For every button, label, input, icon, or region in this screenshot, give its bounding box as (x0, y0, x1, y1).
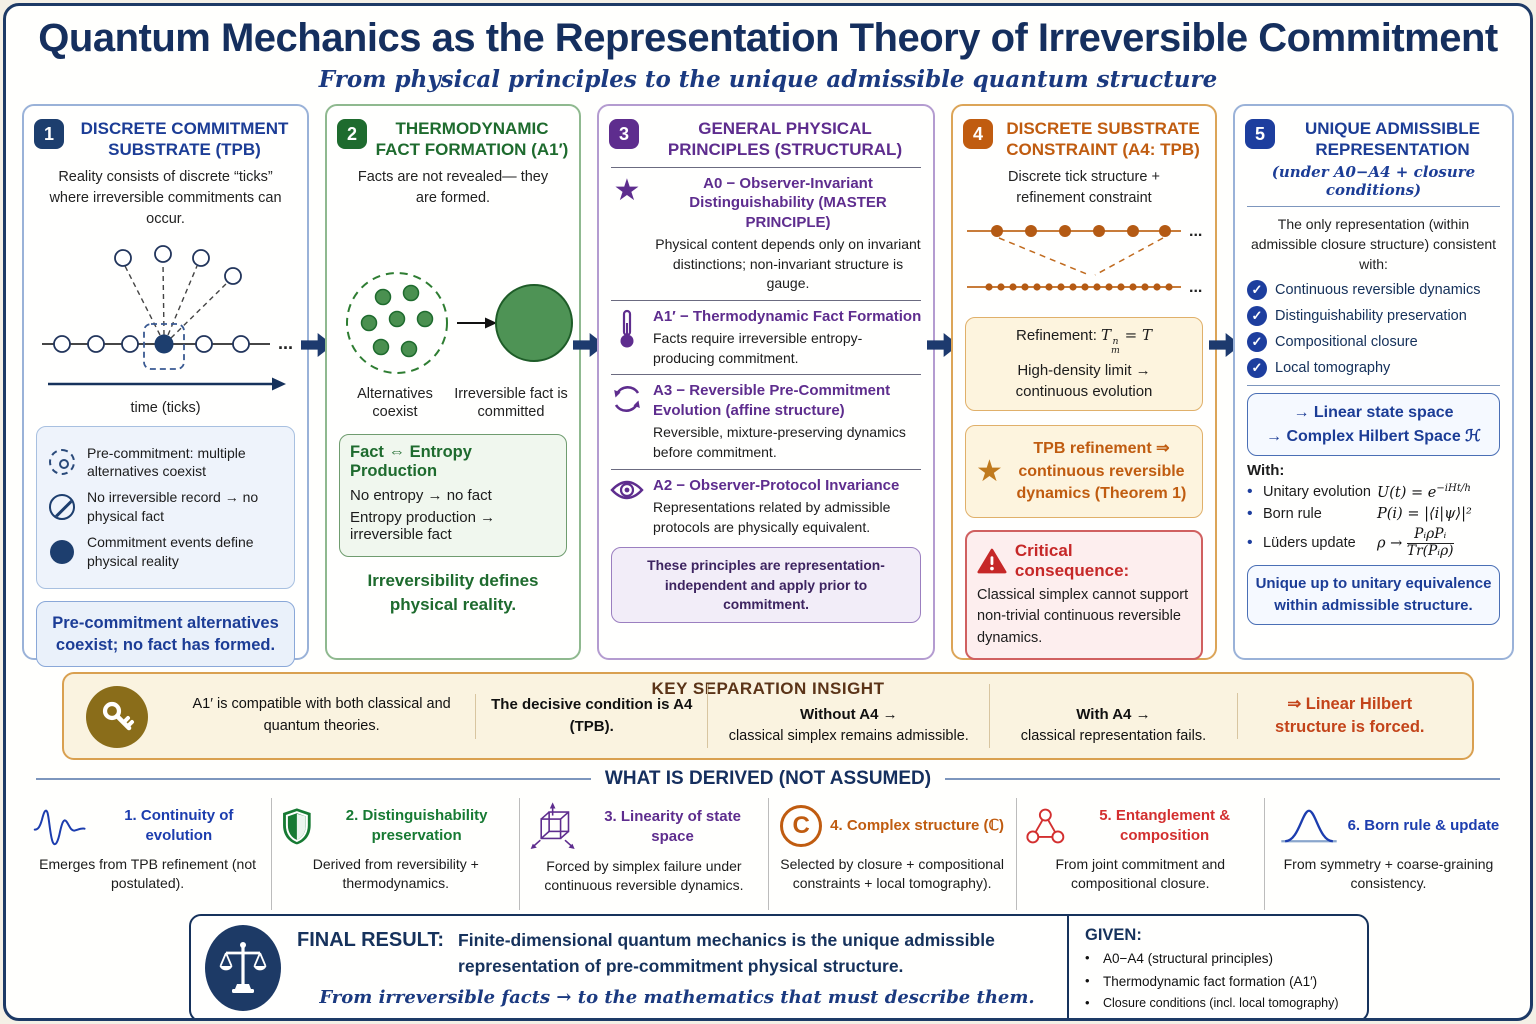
fact-box-title: Fact ⇔ Entropy Production (350, 443, 472, 481)
panel-5-number-badge: 5 (1245, 119, 1275, 149)
check-icon: ✓ (1247, 358, 1267, 378)
principle-body: Representations related by admissible protocols are physically equivalent. (653, 499, 891, 535)
unitary-evolution-row: • Unitary evolution $U(t) = e^{-iHt/h}$ (1247, 482, 1471, 501)
shield-icon (280, 802, 314, 850)
given-title: GIVEN: (1085, 926, 1142, 944)
derived-item-distinguishability: 2. Distinguishability preservation Derived from reversibility + thermodynamics. (271, 798, 519, 910)
panel-2-number-badge: 2 (337, 119, 367, 149)
cube-axes-icon (528, 800, 577, 854)
legend-item-precommitment (47, 444, 284, 482)
page-subtitle: From physical principles to the unique admissible quantum structure (318, 66, 1218, 93)
panel-3-number-badge: 3 (609, 119, 639, 149)
key-icon (98, 698, 136, 736)
tick-timeline-diagram (34, 236, 306, 398)
panel-3-header (609, 118, 923, 161)
fact-formation-diagram (337, 265, 573, 383)
principle-body: Facts require irreversible entropy-producing commitment. (653, 330, 863, 366)
panel-1-number-badge: 1 (34, 119, 64, 149)
principle-a0 (609, 174, 923, 294)
panel-2-intro: Facts are not revealed— they are formed. (357, 168, 549, 206)
refinement-label: Refinement: (1015, 326, 1097, 344)
panel-5-conclusion: Unique up to unitary equivalence within admissible structure. (1247, 565, 1500, 625)
top-line-ellipsis: ... (1189, 222, 1203, 240)
panel-2-header (337, 118, 569, 161)
panel-1-title: DISCRETE COMMITMENT SUBSTRATE (TPB) (80, 119, 289, 160)
refinement-formula: T n m = T (1101, 325, 1152, 356)
star-icon: ★ (613, 173, 641, 207)
with-label: With: (1247, 461, 1285, 479)
wavelet-icon (32, 803, 86, 849)
given-section (1067, 916, 1367, 1020)
complex-c-icon: C (780, 805, 822, 847)
bell-curve-icon (1278, 805, 1340, 847)
luders-formula: ρ → $\frac{\text{PᵢρPᵢ}}{\text{Tr(Pᵢρ)}}$ (1377, 525, 1454, 559)
panel-4-number-badge: 4 (963, 119, 993, 149)
final-tagline: From irreversible facts → to the mathematics that must describe them. (319, 986, 1035, 1008)
check-item: ✓ Local tomography (1247, 358, 1500, 378)
poster-frame (3, 3, 1533, 1021)
formula-label: Unitary evolution (1263, 483, 1371, 500)
panel-4-intro: Discrete tick structure + refinement constraint (1008, 168, 1160, 206)
warning-icon (977, 548, 1007, 575)
panel-2-thermodynamic-fact-formation (325, 104, 581, 660)
alternatives-label: Alternatives coexist (357, 385, 433, 421)
critical-consequence-box (965, 530, 1203, 659)
linear-state-space-line: → Linear state space (1293, 404, 1454, 422)
panel-5-checklist (1245, 280, 1502, 378)
panel-2-title: THERMODYNAMIC FACT FORMATION (A1′) (375, 119, 569, 160)
panel-4-title: DISCRETE SUBSTRATE CONSTRAINT (A4: TPB) (1006, 119, 1200, 160)
fact-box-line: No entropy → no fact (350, 487, 492, 505)
derived-item-linearity: 3. Linearity of state space Forced by simplex failure under continuous reversible dynamics. (519, 798, 767, 910)
fact-box-line: Entropy production → irreversible fact (350, 509, 496, 544)
check-item: ✓ Compositional closure (1247, 332, 1500, 352)
hilbert-space-box (1247, 393, 1500, 455)
principle-heading: A2 − Observer-Protocol Invariance (653, 476, 900, 494)
critical-title: Critical consequence: (1014, 541, 1130, 581)
cycle-icon (611, 383, 643, 415)
given-item: • Thermodynamic fact formation (A1′) (1085, 972, 1318, 989)
star-icon: ★ (976, 454, 1003, 488)
principle-body: Reversible, mixture-preserving dynamics before commitment. (653, 424, 906, 461)
key-insight-conclusion: ⇒ Linear Hilbert structure is forced. (1237, 693, 1462, 739)
key-insight-item: Without A4 → classical simplex remains admissible. (707, 684, 989, 748)
check-icon: ✓ (1247, 332, 1267, 352)
born-rule-row: • Born rule P(i) = |⟨i|ψ⟩|² (1247, 504, 1472, 522)
panel-5-intro: The only representation (within admissible closure structure) consistent with: (1250, 215, 1497, 273)
luders-update-row: • Lüders update ρ → $\frac{\text{PᵢρPᵢ}}{\text{Tr(Pᵢρ)}}$ (1247, 525, 1454, 559)
panel-1-intro: Reality consists of discrete “ticks” where irreversible commitments can occur. (49, 168, 282, 227)
derived-item-complex-structure: C 4. Complex structure (ℂ) Selected by closure + compositional constraints + local tomography). (768, 798, 1016, 910)
panel-5-subtitle: (under A0−A4 + closure conditions) (1271, 162, 1476, 199)
principle-heading: A0 − Observer-Invariant Distinguishability (MASTER PRINCIPLE) (689, 174, 887, 231)
check-icon: ✓ (1247, 280, 1267, 300)
panel-4-discrete-substrate-constraint (951, 104, 1217, 660)
page-title: Quantum Mechanics as the Representation Theory of Irreversible Commitment (38, 16, 1498, 60)
key-separation-insight-band (62, 672, 1474, 760)
high-density-note: High-density limit → continuous evolution (1015, 362, 1153, 401)
complex-hilbert-line: → Complex Hilbert Space ℋ (1266, 427, 1481, 445)
born-rule-formula: P(i) = |⟨i|ψ⟩|² (1377, 505, 1472, 522)
eye-icon (609, 478, 645, 502)
panel-5-header (1245, 118, 1502, 161)
check-item: ✓ Distinguishability preservation (1247, 306, 1500, 326)
key-insight-item: A1′ is compatible with both classical and quantum theories. (192, 696, 451, 734)
critical-body: Classical simplex cannot support non-trivial continuous reversible dynamics. (977, 587, 1189, 646)
principle-a2 (609, 476, 923, 538)
legend-item-commitment-events (47, 533, 284, 571)
refinement-diagram (963, 213, 1207, 309)
given-item: • Closure conditions (incl. local tomography) (1085, 995, 1339, 1011)
check-item: ✓ Continuous reversible dynamics (1247, 280, 1500, 300)
panel-1-conclusion: Pre-commitment alternatives coexist; no fact has formed. (36, 601, 295, 668)
theorem-box (965, 425, 1203, 518)
derived-item-entanglement: 5. Entanglement & composition From joint commitment and compositional closure. (1016, 798, 1264, 910)
final-result-body: Finite-dimensional quantum mechanics is the unique admissible representation of pre-commitment physical structure. (458, 930, 995, 976)
network-triangle-icon (1025, 803, 1066, 849)
legend-text: Pre-commitment: multiple alternatives coexist (87, 444, 246, 480)
panel-4-header (963, 118, 1205, 161)
legend-text: No irreversible record → no physical fact (87, 489, 259, 525)
panel-3-general-physical-principles (597, 104, 935, 660)
key-insight-item: With A4 → classical representation fails. (989, 684, 1236, 748)
given-item: • A0−A4 (structural principles) (1085, 950, 1273, 966)
derived-items-row (24, 798, 1512, 910)
principle-body: Physical content depends only on invariant distinctions; non-invariant structure is gauge. (655, 236, 921, 292)
theorem-text: TPB refinement ⇒ continuous reversible dynamics (Theorem 1) (1016, 440, 1187, 503)
filled-circle-icon (50, 540, 74, 564)
panel-5-unique-admissible-representation (1233, 104, 1514, 660)
key-insight-title: KEY SEPARATION INSIGHT (651, 679, 885, 698)
derived-section-header (36, 768, 1500, 790)
formula-label: Lüders update (1263, 535, 1356, 552)
check-icon: ✓ (1247, 306, 1267, 326)
panel-1-discrete-commitment-substrate (22, 104, 309, 660)
key-insight-item: The decisive condition is A4 (TPB). (475, 694, 707, 739)
bottom-line-ellipsis: ... (1189, 278, 1203, 296)
final-result-box (189, 914, 1369, 1021)
scales-icon (219, 940, 267, 996)
legend-item-no-record (47, 488, 284, 526)
panel-5-title: UNIQUE ADMISSIBLE REPRESENTATION (1304, 119, 1481, 160)
irreversible-fact-label: Irreversible fact is committed (454, 385, 568, 421)
panels-row (22, 104, 1514, 660)
time-axis-label: time (ticks) (130, 399, 201, 416)
derived-title: WHAT IS DERIVED (NOT ASSUMED) (604, 768, 932, 789)
principle-heading: A1′ − Thermodynamic Fact Formation (653, 307, 922, 325)
dashed-circle-icon (49, 449, 75, 475)
timeline-ellipsis: ... (278, 332, 294, 353)
formula-label: Born rule (1263, 505, 1322, 522)
thermometer-icon (619, 309, 635, 349)
panel-1-legend (36, 426, 295, 589)
panel-3-title: GENERAL PHYSICAL PRINCIPLES (STRUCTURAL) (667, 119, 903, 160)
unitary-formula: $U(t) = e^{-iHt/h}$ (1377, 482, 1471, 501)
final-result-label: FINAL RESULT: (297, 929, 445, 952)
panel-3-note: These principles are representation-independent and apply prior to commitment. (611, 547, 921, 623)
panel-2-conclusion: Irreversibility defines physical reality. (367, 571, 539, 615)
entropy-fact-box (339, 434, 567, 557)
legend-text: Commitment events define physical reality (87, 534, 254, 569)
panel-1-header (34, 118, 297, 161)
derived-item-born-rule: 6. Born rule & update From symmetry + coarse-graining consistency. (1264, 798, 1512, 910)
derived-item-continuity: 1. Continuity of evolution Emerges from TPB refinement (not postulated). (24, 798, 271, 910)
refinement-box (965, 317, 1203, 412)
principle-heading: A3 − Reversible Pre-Commitment Evolution (affine structure) (653, 382, 891, 419)
no-symbol-icon (49, 494, 75, 520)
panel-2-diagram-labels (337, 385, 569, 423)
principle-a1 (609, 307, 923, 369)
principle-a3 (609, 381, 923, 462)
